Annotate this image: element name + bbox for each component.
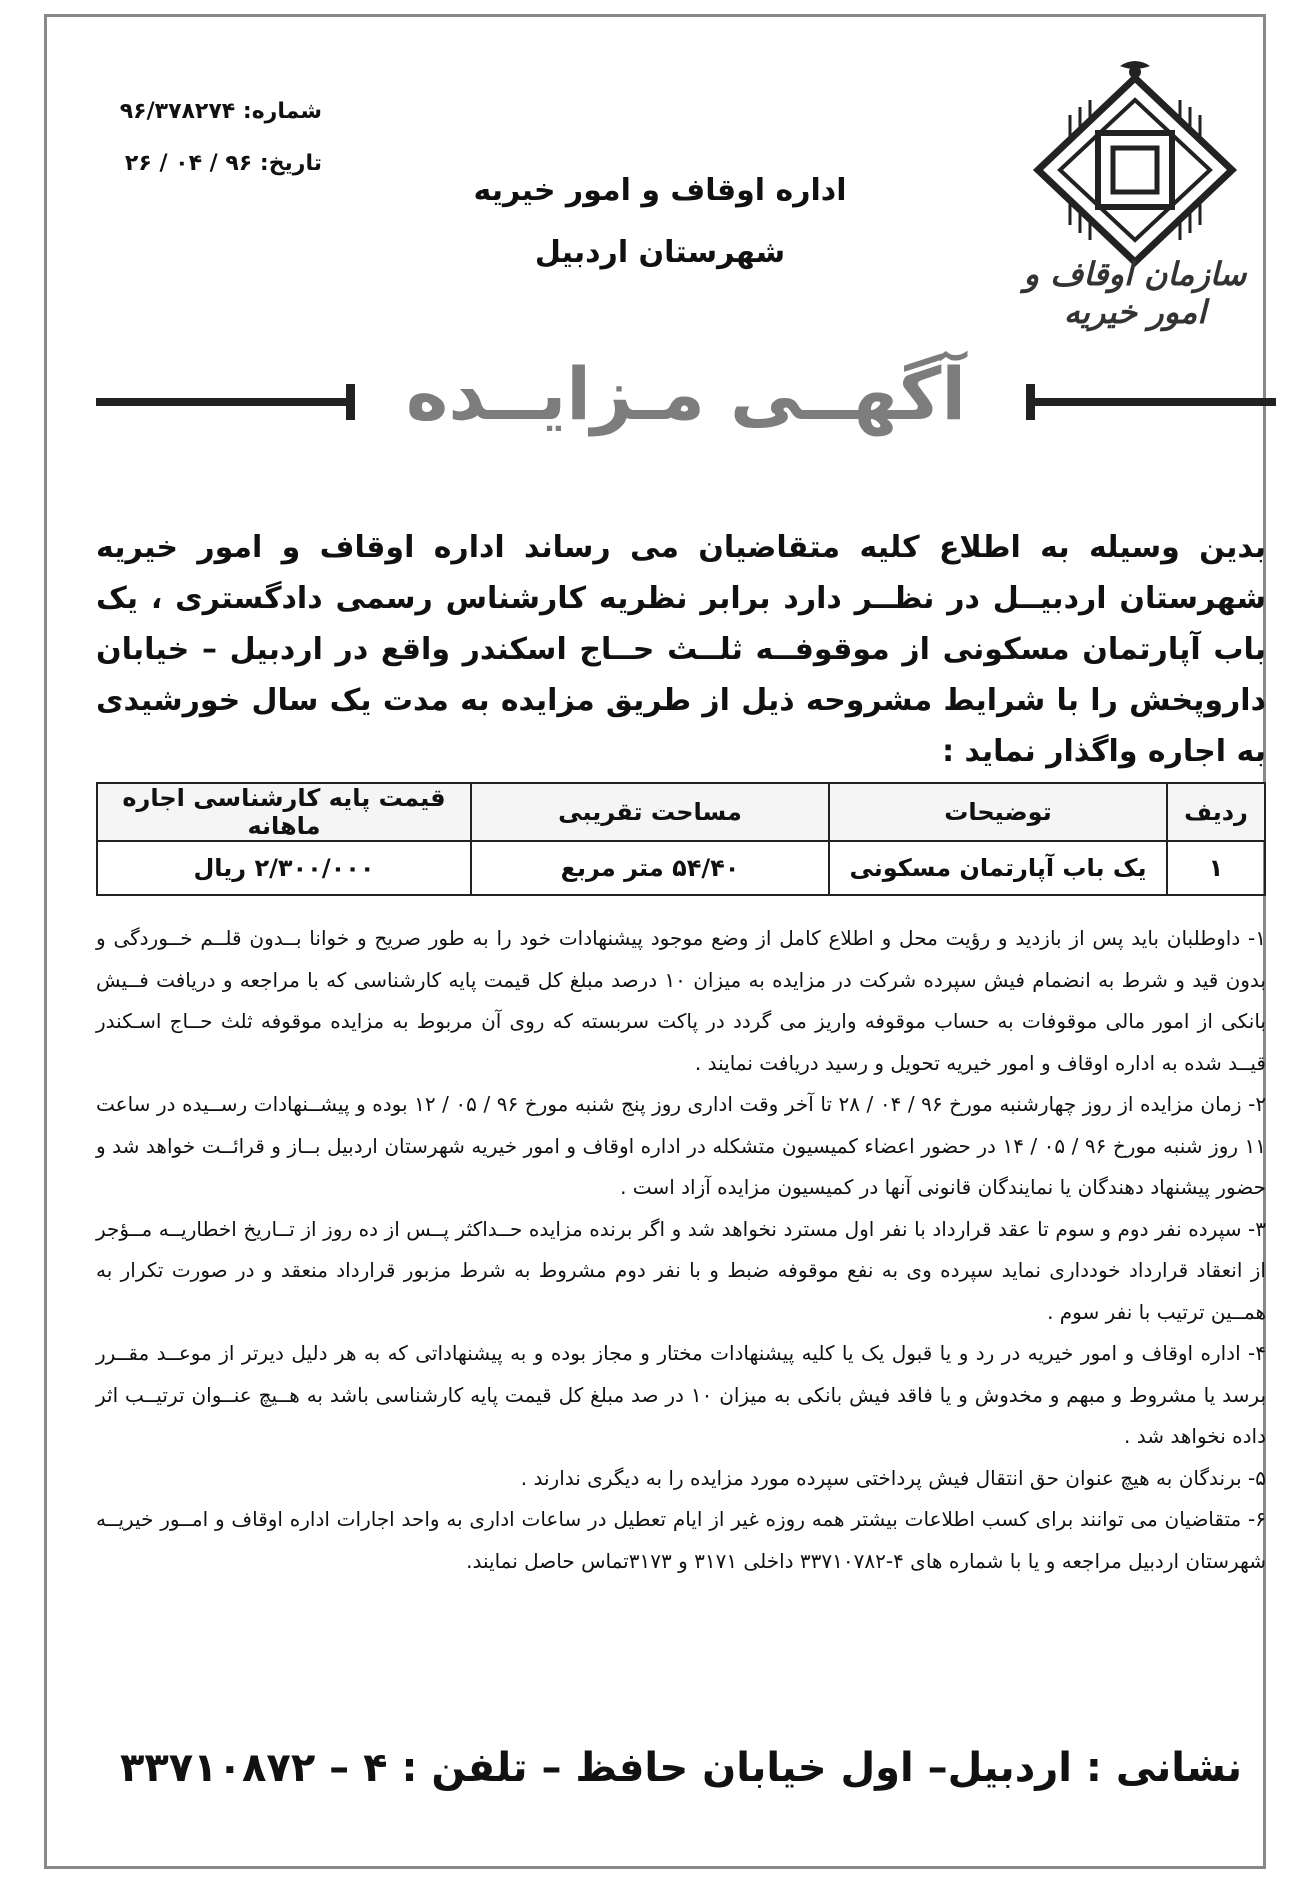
col-area: مساحت تقریبی bbox=[471, 783, 829, 841]
col-description: توضیحات bbox=[829, 783, 1167, 841]
cell-area: ۵۴/۴۰ متر مربع bbox=[471, 841, 829, 895]
condition-item: ۴- اداره اوقاف و امور خیریه در رد و یا قبول یک یا کلیه پیشنهادات مختار و مجاز بوده و به پیشنهاداتی که به هر دلیل دیرتر از موعــد مقــرر برسد یا مشروط و مبهم و مخدوش و یا فاقد فیش بانکی به میزان ۱۰ در صد مبلغ کل قیمت پایه کارشناسی باشد به هــیچ عنــوان ترتیــب اثر داده نخواهد شد . bbox=[96, 1341, 1267, 1448]
reference-block bbox=[92, 86, 322, 190]
table-header-row bbox=[97, 783, 1265, 841]
title-rule-right bbox=[1031, 398, 1276, 406]
date-value: ۹۶ / ۰۴ / ۲۶ bbox=[124, 151, 253, 176]
notice-title: آگهــی مـزایــده bbox=[405, 352, 967, 436]
col-row-number: ردیف bbox=[1167, 783, 1265, 841]
office-heading bbox=[440, 160, 880, 284]
letter-number bbox=[92, 86, 322, 138]
office-line-1: اداره اوقاف و امور خیریه bbox=[473, 173, 847, 208]
title-banner bbox=[96, 352, 1276, 450]
letter-date bbox=[92, 138, 322, 190]
number-label: شماره: bbox=[242, 99, 322, 124]
condition-item: ۵- برندگان به هیچ عنوان حق انتقال فیش پرداختی سپرده مورد مزایده را به دیگری ندارند . bbox=[520, 1465, 1266, 1490]
intro-paragraph: بدین وسیله به اطلاع کلیه متقاضیان می رساند اداره اوقاف و امور خیریه شهرستان اردبیــل در نظــر دارد برابر نظریه کارشناس رسمی دادگستری ، یک باب آپارتمان مسکونی از موقوفــه ثلــث حــاج اسکندر واقع در اردبیل – خیابان داروپخش را با شرایط مشروحه ذیل از طریق مزایده به مدت یک سال خورشیدی به اجاره واگذار نماید : bbox=[96, 530, 1266, 769]
address-footer: نشانی : اردبیل– اول خیابان حافظ – تلفن : ۴ – ۳۳۷۱۰۸۷۲ bbox=[119, 1745, 1243, 1791]
date-label: تاریخ: bbox=[259, 151, 322, 176]
conditions-list bbox=[96, 918, 1266, 1582]
cell-description: یک باب آپارتمان مسکونی bbox=[829, 841, 1167, 895]
condition-item: ۱- داوطلبان باید پس از بازدید و رؤیت محل و اطلاع کامل از وضع موجود پیشنهادات خود را به طور صریح و خوانا بــدون قلــم خــوردگی و بدون قید و شرط به انضمام فیش سپرده شرکت در مزایده به میزان ۱۰ درصد مبلغ کل قیمت پایه کارشناسی که با مراجعه و دریافت فــیش بانکی از امور مالی موقوفات به حساب موقوفه واریز می گردد در پاکت سربسته که روی آن مربوط به مزایده موقوفه ثلث حــاج اسـکندر قیــد شده به اداره اوقاف و امور خیریه تحویل و رسید دریافت نمایند . bbox=[96, 926, 1266, 1075]
title-rule-left-end bbox=[346, 384, 355, 420]
title-rule-left bbox=[96, 398, 346, 406]
auction-table bbox=[96, 782, 1266, 896]
number-value: ۹۶/۳۷۸۲۷۴ bbox=[119, 99, 236, 124]
condition-item: ۲- زمان مزایده از روز چهارشنبه مورخ ۹۶ / ۰۴ / ۲۸ تا آخر وقت اداری روز پنج شنبه مورخ ۹۶ / ۰۵ / ۱۲ بوده و پیشــنهادات رســیده در ساعت ۱۱ روز شنبه مورخ ۹۶ / ۰۵ / ۱۴ در حضور اعضاء کمیسیون متشکله در اداره اوقاف و امور خیریه شهرستان اردبیل بــاز و قرائــت خواهد شد و حضور پیشنهاد دهندگان یا نمایندگان قانونی آنها در کمیسیون مزایده آزاد است . bbox=[96, 1092, 1267, 1199]
cell-row-number: ۱ bbox=[1167, 841, 1265, 895]
logo-caption: سازمان اوقاف و امور خیریه bbox=[1023, 255, 1247, 331]
cell-base-price: ۲/۳۰۰/۰۰۰ ریال bbox=[97, 841, 471, 895]
office-line-2: شهرستان اردبیل bbox=[534, 235, 786, 270]
table-row bbox=[97, 841, 1265, 895]
col-base-price: قیمت پایه کارشناسی اجاره ماهانه bbox=[97, 783, 471, 841]
condition-item: ۳- سپرده نفر دوم و سوم تا عقد قرارداد با نفر اول مسترد نخواهد شد و اگر برنده مزایده حــداکثر پــس از ده روز از تــاریخ اخطاریــه مــؤجر از انعقاد قرارداد خودداری نماید سپرده وی به نفع موقوفه ضبط و با نفر دوم مشروط به شرط مزبور قرارداد منعقد و در صورت تکرار به همــین ترتیب با نفر سوم . bbox=[96, 1216, 1266, 1324]
condition-item: ۶- متقاضیان می توانند برای کسب اطلاعات بیشتر همه روزه غیر از ایام تعطیل در ساعات اداری به واحد اجارات اداره اوقاف و امــور خیریــه شهرستان اردبیل مراجعه و یا با شماره های ۴-۳۳۷۱۰۷۸۲ داخلی ۳۱۷۱ و ۳۱۷۳تماس حاصل نمایند. bbox=[96, 1507, 1266, 1573]
